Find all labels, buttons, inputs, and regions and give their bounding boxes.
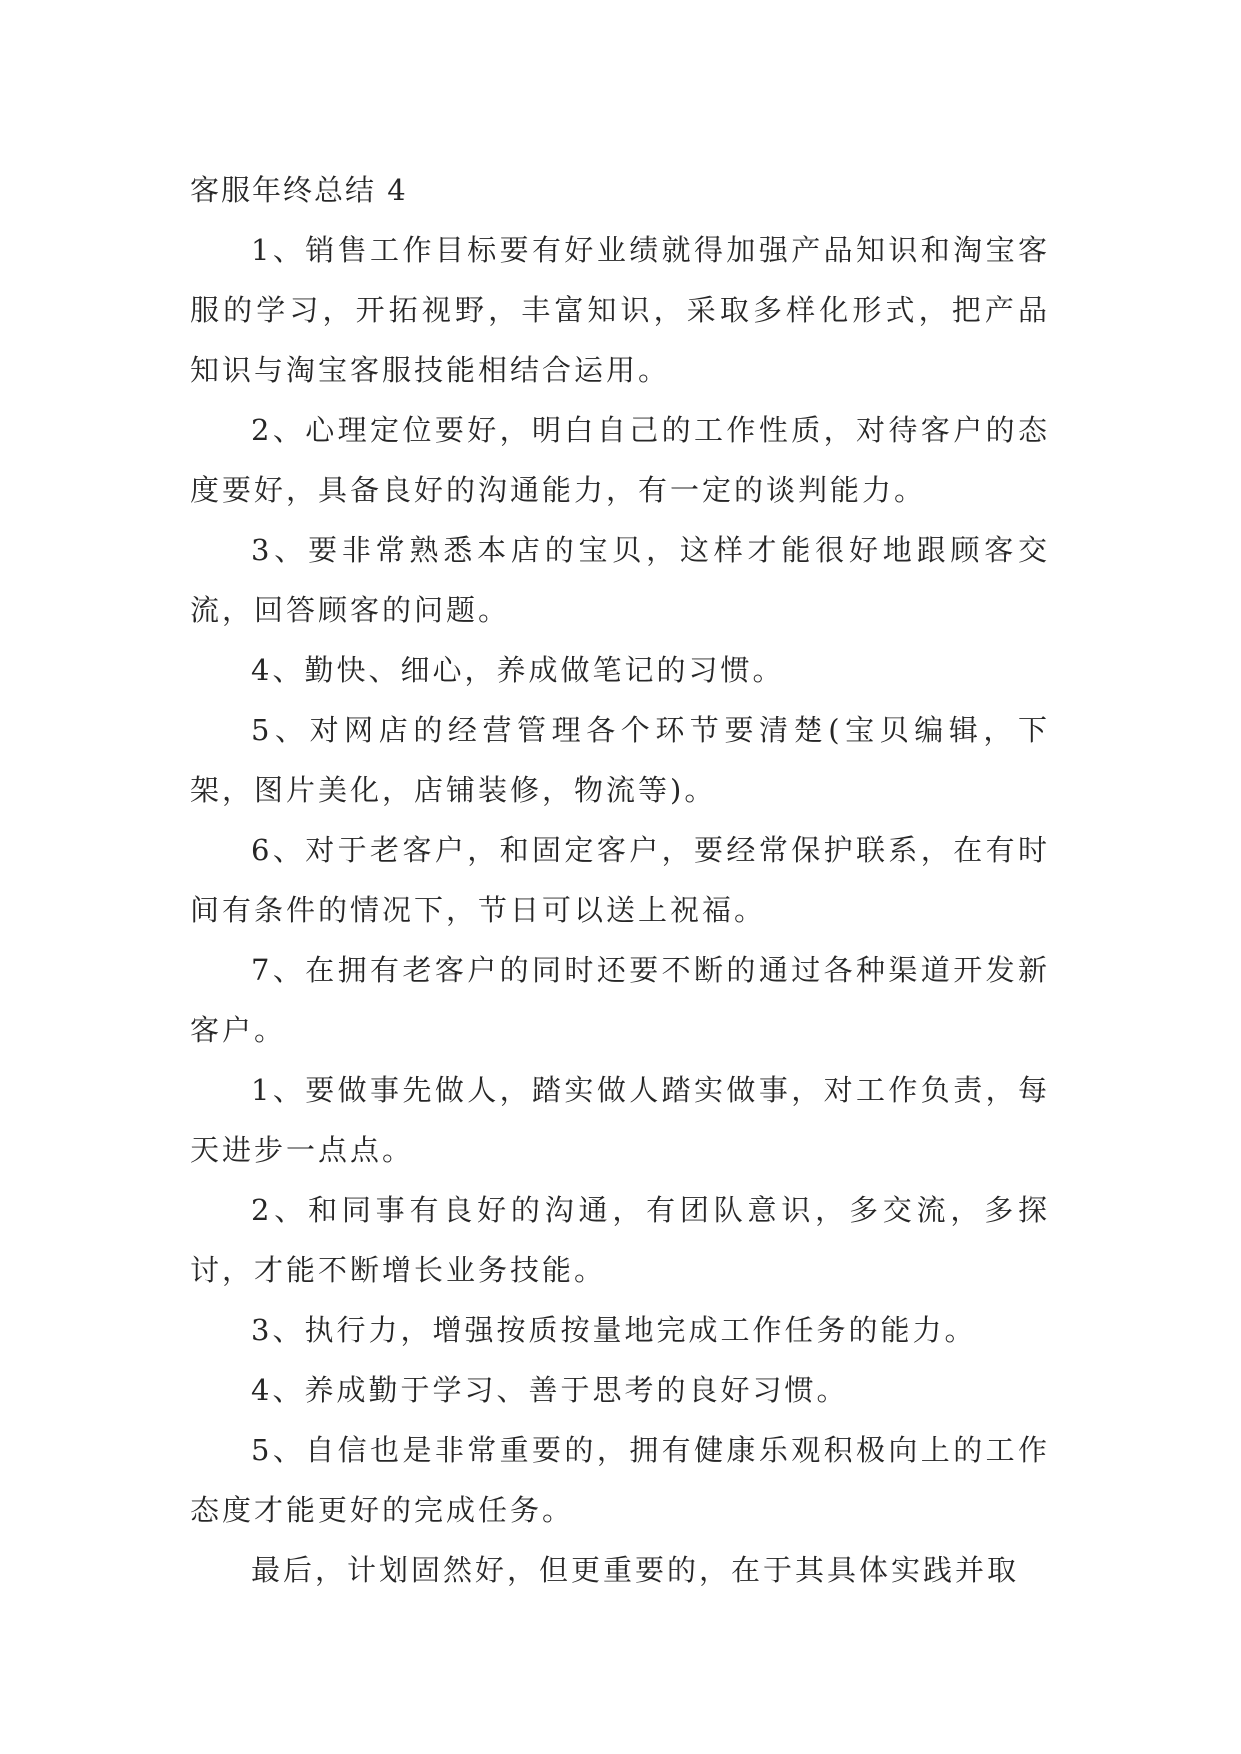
- paragraph: 2、心理定位要好，明白自己的工作性质，对待客户的态度要好，具备良好的沟通能力，有一定的谈判能力。: [190, 413, 1050, 507]
- paragraph: 1、要做事先做人，踏实做人踏实做事，对工作负责，每天进步一点点。: [190, 1073, 1050, 1167]
- document-body: [190, 160, 1050, 1600]
- paragraph: 3、执行力，增强按质按量地完成工作任务的能力。: [251, 1313, 977, 1347]
- paragraph: 7、在拥有老客户的同时还要不断的通过各种渠道开发新客户。: [190, 953, 1050, 1047]
- document-title: 客服年终总结 4: [190, 173, 408, 207]
- paragraph: 最后，计划固然好，但更重要的，在于其具体实践并取: [251, 1553, 1020, 1587]
- paragraph: 4、勤快、细心，养成做笔记的习惯。: [251, 653, 785, 687]
- paragraph: 1、销售工作目标要有好业绩就得加强产品知识和淘宝客服的学习，开拓视野，丰富知识，采取多样化形式，把产品知识与淘宝客服技能相结合运用。: [190, 233, 1050, 387]
- paragraph: 5、自信也是非常重要的，拥有健康乐观积极向上的工作态度才能更好的完成任务。: [190, 1433, 1050, 1527]
- paragraph: 4、养成勤于学习、善于思考的良好习惯。: [251, 1373, 849, 1407]
- paragraph: 6、对于老客户，和固定客户，要经常保护联系，在有时间有条件的情况下，节日可以送上祝福。: [190, 833, 1050, 927]
- paragraph: 2、和同事有良好的沟通，有团队意识，多交流，多探讨，才能不断增长业务技能。: [190, 1193, 1050, 1287]
- paragraph: 3、要非常熟悉本店的宝贝，这样才能很好地跟顾客交流，回答顾客的问题。: [190, 533, 1050, 627]
- paragraph: 5、对网店的经营管理各个环节要清楚(宝贝编辑，下架，图片美化，店铺装修，物流等)。: [190, 713, 1050, 807]
